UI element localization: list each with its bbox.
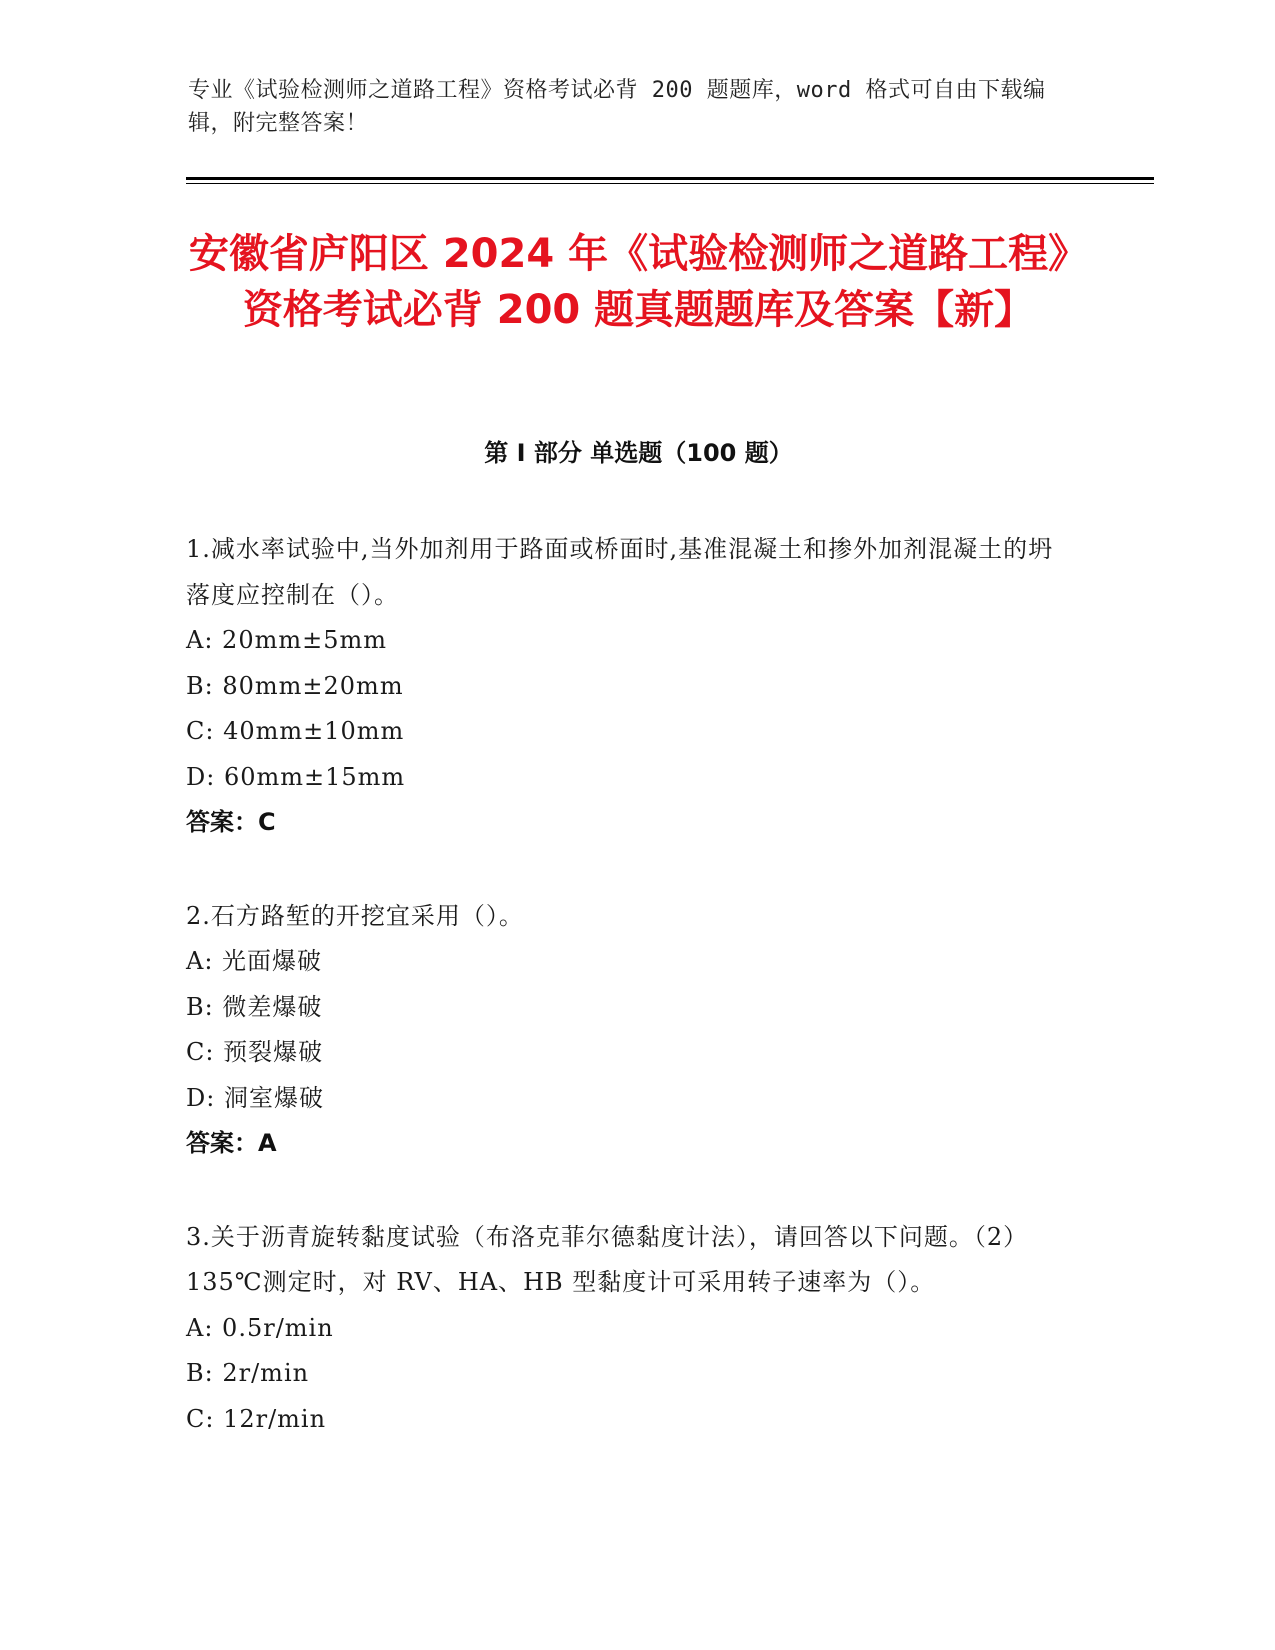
- document-title: 安徽省庐阳区 2024 年《试验检测师之道路工程》资格考试必背 200 题真题题库及答案【新】: [188, 231, 1089, 333]
- option-d: D: 60mm±15mm: [186, 762, 406, 791]
- option-c: C: 40mm±10mm: [186, 717, 405, 745]
- question-item: [186, 894, 1066, 1167]
- option-b: B: 微差爆破: [186, 992, 323, 1021]
- question-stem: 2.石方路堑的开挖宜采用（）。: [186, 901, 524, 930]
- header-note: 专业《试验检测师之道路工程》资格考试必背 200 题题库，word 格式可自由下载编辑，附完整答案！: [188, 78, 1046, 136]
- question-item: [186, 1215, 1066, 1443]
- question-stem: 3.关于沥青旋转黏度试验（布洛克菲尔德黏度计法），请回答以下问题。（2）135℃测定时，对 RV、HA、HB 型黏度计可采用转子速率为（）。: [186, 1222, 1029, 1296]
- option-a: A: 20mm±5mm: [186, 626, 387, 654]
- option-c: C: 预裂爆破: [186, 1038, 324, 1066]
- option-a: A: 0.5r/min: [186, 1313, 334, 1342]
- option-b: B: 2r/min: [186, 1359, 310, 1387]
- option-d: D: 洞室爆破: [186, 1083, 324, 1112]
- question-answer: 答案：C: [186, 808, 276, 836]
- question-item: [186, 527, 1066, 846]
- question-list: [186, 527, 1066, 1490]
- header-rule-thin: [186, 183, 1154, 184]
- option-b: B: 80mm±20mm: [186, 671, 404, 700]
- question-answer: 答案：A: [186, 1129, 277, 1157]
- header-rule-thick: [186, 177, 1154, 180]
- section-heading: 第 I 部分 单选题（100 题）: [484, 439, 793, 467]
- option-c: C: 12r/min: [186, 1404, 327, 1433]
- option-a: A: 光面爆破: [186, 947, 323, 975]
- question-stem: 1.减水率试验中,当外加剂用于路面或桥面时,基准混凝土和掺外加剂混凝土的坍落度应控制在（）。: [186, 535, 1054, 609]
